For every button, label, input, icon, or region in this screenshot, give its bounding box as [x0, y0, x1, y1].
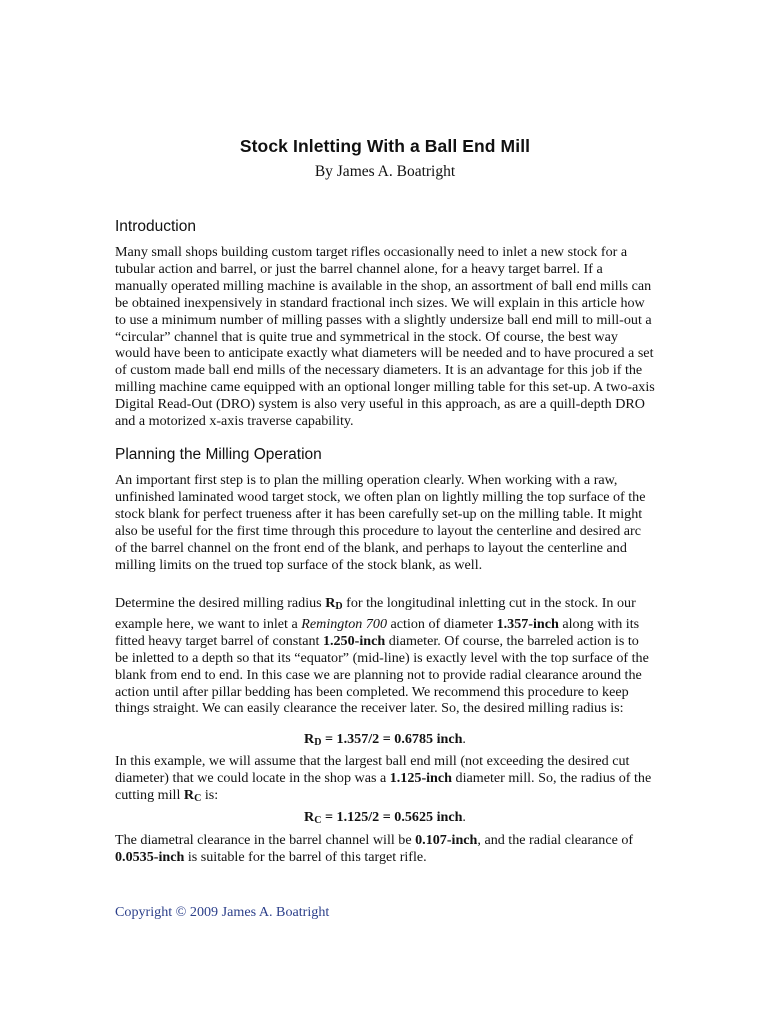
symbol-subscript: D	[314, 737, 322, 748]
planning-paragraph-1: An important first step is to plan the milling operation clearly. When working with a raw, unfinished laminated wood target stock, we often plan on lightly milling the top surface of the stock blank for perfect trueness after it has been carefully set-up on the milling table. It might also be useful for the first time through this procedure to layout the centerline and desired arc of the barrel channel on the front end of the blank, and perhaps to layout the centerline and milling limits on the trued top surface of the stock blank, as well.	[115, 472, 646, 573]
planning-paragraph-3	[115, 753, 655, 808]
planning-paragraph-2	[115, 595, 655, 717]
text-run: for the longitudinal inletting cut in the stock. In our example here, we want to inlet a	[115, 595, 636, 632]
text-run: is suitable for the barrel of this target rifle.	[184, 848, 427, 865]
introduction-paragraph: Many small shops building custom target rifles occasionally need to inlet a new stock for a tubular action and barrel, or just the barrel channel alone, for a heavy target barrel. If a manually operated milling machine is available in the shop, an assortment of ball end mills can be obtained inexpensively in standard fractional inch sizes. We will explain in this article how to use a minimum number of milling passes with a slightly undersize ball end mill to mill-out a “circular” channel that is quite true and symmetrical in the stock. Of course, the best way would have been to anticipate exactly what diameters will be needed and to have procured a set of custom made ball end mills of the necessary diameters. It is an advantage for this job if the milling machine came equipped with an optional longer milling table for this set-up. A two-axis Digital Read-Out (DRO) system is also very useful in this approach, as are a quill-depth DRO and a motorized x-axis traverse capability.	[115, 244, 655, 430]
equation-period: .	[462, 809, 466, 825]
text-run: In this example, we will assume that the largest ball end mill (not exceeding the desired cut diameter) that we could locate in the shop was a	[115, 753, 630, 786]
text-run: diameter. Of course, the barreled action is to be inletted to a depth so that its “equator” (mid-line) is exactly level with the top surface of the blank from end to end. In this case we are planning not to provide radial clearance around the action until after pillar bedding has been completed. We recommend this procedure to keep things straight. We can easily clearance the receiver later. So, the desired milling radius is:	[115, 632, 649, 717]
symbol-subscript: D	[335, 601, 343, 612]
equation-period: .	[462, 731, 466, 747]
symbol-letter: R	[304, 809, 315, 825]
symbol-letter: R	[325, 595, 336, 611]
mill-diameter: 1.125-inch	[389, 769, 452, 786]
radial-clearance: 0.0535-inch	[115, 848, 185, 865]
text-run: The diametral clearance in the barrel channel will be	[115, 832, 416, 848]
symbol-subscript: C	[314, 815, 322, 826]
symbol-rd	[325, 595, 342, 611]
symbol-subscript: C	[194, 792, 202, 804]
text-run: action of diameter	[387, 615, 497, 632]
text-run: Determine the desired milling radius	[115, 595, 326, 611]
text-run: diameter mill. So, the radius of the cutting mill	[115, 769, 652, 803]
equation-rc	[115, 809, 655, 826]
document-title: Stock Inletting With a Ball End Mill	[239, 136, 531, 156]
equation-expression: = 1.357/2 = 0.6785 inch	[321, 731, 463, 747]
text-run: is:	[201, 786, 219, 803]
section-heading-planning: Planning the Milling Operation	[115, 446, 322, 463]
planning-paragraph-4	[115, 832, 655, 866]
symbol-letter: R	[183, 786, 195, 803]
symbol-letter: R	[304, 731, 315, 747]
barrel-diameter: 1.250-inch	[322, 632, 386, 649]
equation-rd	[115, 731, 655, 748]
author-byline: By James A. Boatright	[314, 163, 456, 180]
copyright-footer: Copyright © 2009 James A. Boatright	[115, 904, 330, 920]
text-run: , and the radial clearance of	[477, 832, 634, 848]
rifle-model: Remington 700	[301, 615, 388, 632]
text-run: along with its fitted heavy target barrel of constant	[115, 615, 640, 649]
diametral-clearance: 0.107-inch	[415, 832, 478, 848]
section-heading-introduction: Introduction	[115, 218, 196, 235]
symbol-rc	[184, 787, 201, 803]
equation-expression: = 1.125/2 = 0.5625 inch	[321, 809, 463, 825]
action-diameter: 1.357-inch	[496, 615, 559, 632]
